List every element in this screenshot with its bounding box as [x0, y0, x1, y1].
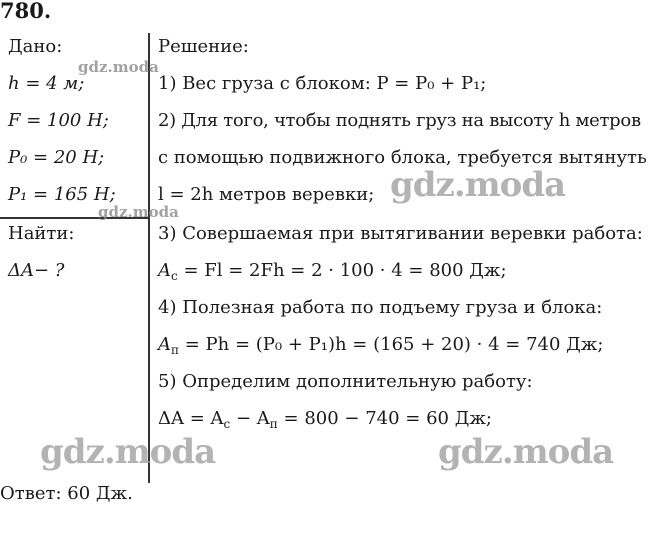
problem-number: 780. [0, 0, 52, 23]
formula-subscript: п [171, 343, 179, 357]
solution-step-2-cont: l = 2h метров веревки; [158, 184, 375, 205]
watermark: gdz.moda [78, 58, 159, 76]
watermark: gdz.moda [40, 432, 216, 472]
given-item: F = 100 Н; [8, 110, 109, 131]
formula-subscript: п [269, 417, 278, 431]
find-item: ΔA− ? [8, 260, 65, 281]
watermark: gdz.moda [438, 432, 614, 472]
formula-part: = 800 − 740 = 60 Дж; [277, 408, 492, 429]
formula-step-3 [158, 259, 507, 283]
formula-part: = Fl = 2Fh = 2 · 100 · 4 = 800 Дж; [177, 260, 507, 281]
solution-step-4: 4) Полезная работа по подъему груза и блока: [158, 297, 603, 318]
solution-step-2: 2) Для того, чтобы поднять груз на высоту h метров [158, 110, 641, 131]
solution-step-5: 5) Определим дополнительную работу: [158, 371, 533, 392]
solution-step-3: 3) Совершаемая при вытягивании веревки работа: [158, 223, 643, 244]
formula-subscript: с [171, 269, 178, 283]
answer: Ответ: 60 Дж. [0, 483, 133, 504]
formula-part: ΔA = A [158, 408, 224, 429]
solution-step-2-cont: с помощью подвижного блока, требуется вытянуть [158, 147, 647, 168]
formula-step-5 [158, 407, 492, 431]
watermark: gdz.moda [390, 165, 566, 205]
formula-part: − A [230, 408, 270, 429]
given-heading: Дано: [8, 36, 63, 57]
formula-subscript: с [223, 417, 231, 431]
formula-part: A [158, 260, 171, 281]
formula-part: = Ph = (P₀ + P₁)h = (165 + 20) · 4 = 740 Дж; [179, 334, 604, 355]
formula-part: A [158, 334, 171, 355]
column-divider [148, 33, 150, 483]
given-item: P₀ = 20 Н; [8, 147, 105, 168]
watermark: gdz.moda [98, 203, 179, 221]
solution-heading: Решение: [158, 36, 249, 57]
find-heading: Найти: [8, 223, 75, 244]
given-item: P₁ = 165 Н; [8, 184, 116, 205]
formula-step-4 [158, 333, 603, 357]
solution-step-1: 1) Вес груза с блоком: P = P₀ + P₁; [158, 73, 487, 94]
given-item: h = 4 м; [8, 73, 85, 94]
